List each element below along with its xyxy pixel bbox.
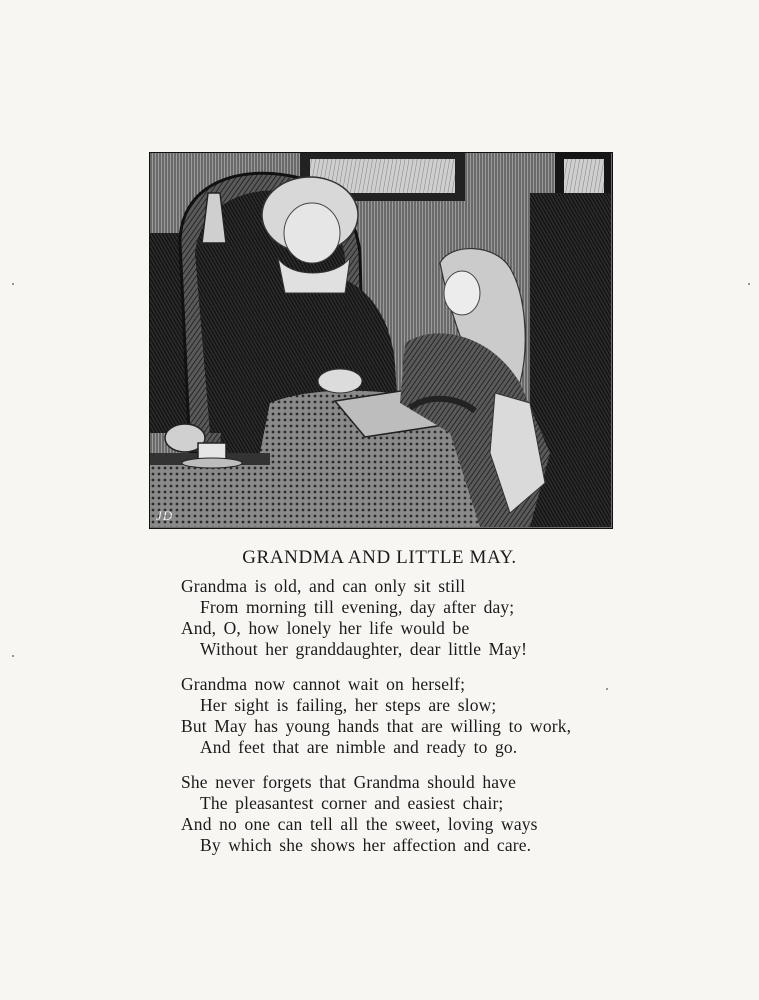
paper-speck — [12, 283, 14, 285]
poem-title: GRANDMA AND LITTLE MAY. — [242, 547, 517, 568]
poem-line: By which she shows her affection and care. — [200, 835, 532, 855]
poem-line: Grandma now cannot wait on herself; — [181, 674, 466, 694]
poem-line: And, O, how lonely her life would be — [181, 618, 470, 638]
poem-line: And no one can tell all the sweet, loving ways — [181, 814, 538, 834]
stanza — [0, 772, 759, 856]
poem-body — [0, 576, 759, 870]
poem-line: She never forgets that Grandma should have — [181, 772, 517, 792]
poem-line: And feet that are nimble and ready to go. — [200, 737, 518, 757]
artist-signature-mark: JD — [156, 508, 174, 523]
engraving-illustration — [149, 152, 613, 529]
engraving-drawing — [150, 153, 611, 527]
poem-line: The pleasantest corner and easiest chair; — [200, 793, 504, 813]
paper-speck — [748, 283, 750, 285]
poem-line: But May has young hands that are willing to work, — [181, 716, 572, 736]
stanza — [0, 674, 759, 758]
poem-line: Without her granddaughter, dear little May! — [200, 639, 528, 659]
poem-line: Grandma is old, and can only sit still — [181, 576, 466, 596]
poem-line: From morning till evening, day after day; — [200, 597, 515, 617]
stanza — [0, 576, 759, 660]
poem-line: Her sight is failing, her steps are slow; — [200, 695, 497, 715]
